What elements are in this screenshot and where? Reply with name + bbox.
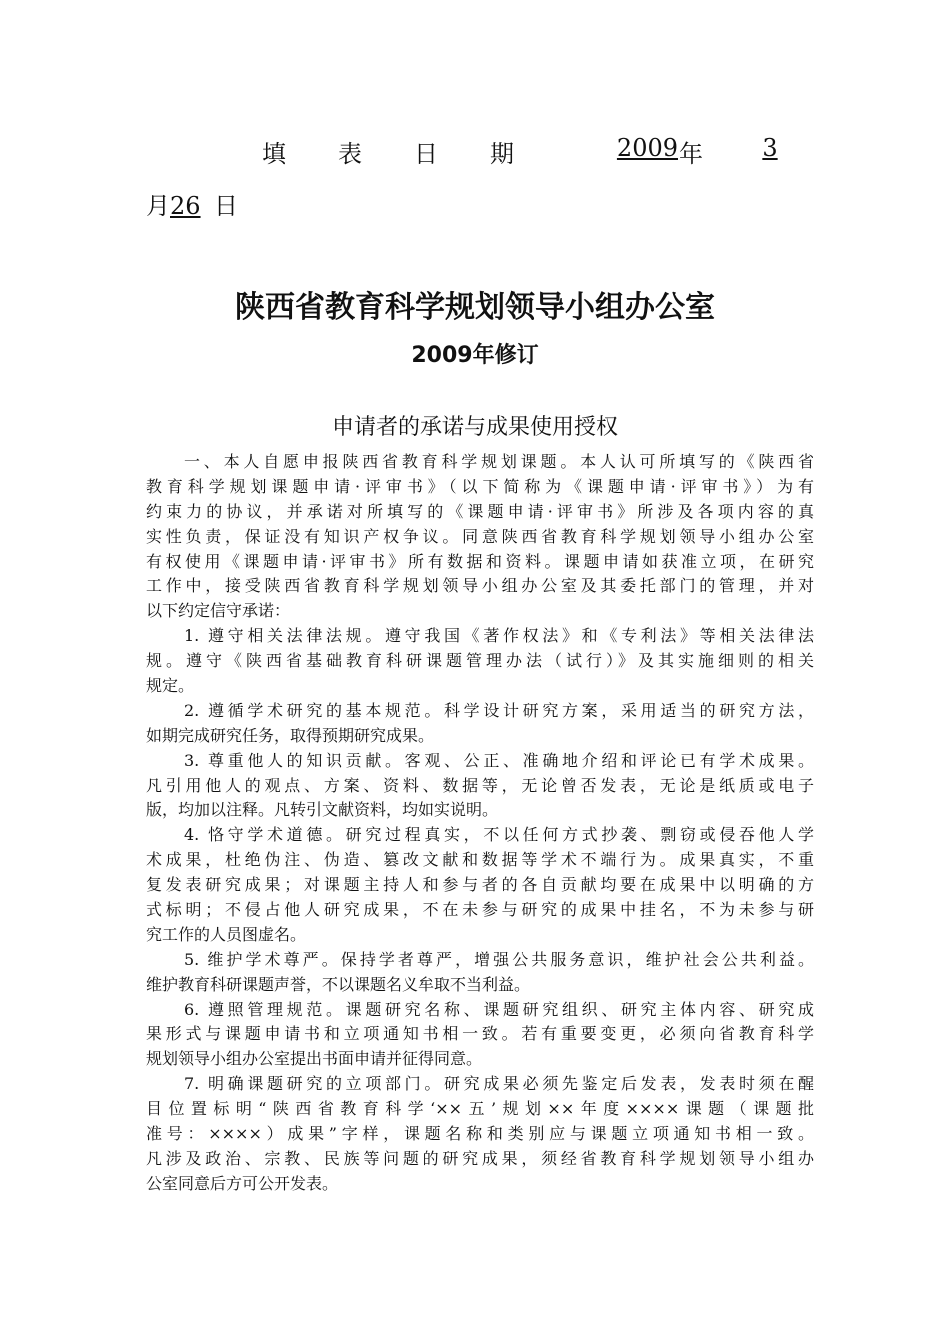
text-line: 6. 遵照管理规范。课题研究名称、课题研究组织、研究主体内容、研究成 [184, 999, 814, 1019]
text-line: 如期完成研究任务，取得预期研究成果。 [146, 725, 435, 745]
date-label-char: 表 [338, 140, 362, 168]
year-value: 2009 [616, 134, 678, 162]
text-line: 以下约定信守承诺： [146, 601, 291, 621]
text-line: 规。遵守《陕西省基础教育科研课题管理办法（试行）》及其实施细则的相关 [146, 651, 814, 671]
section-title: 申请者的承诺与成果使用授权 [331, 415, 618, 440]
text-line: 实性负责，保证没有知识产权争议。同意陕西省教育科学规划领导小组办公室 [146, 526, 814, 546]
day-unit: 日 [214, 192, 238, 220]
text-line: 1. 遵守相关法律法规。遵守我国《著作权法》和《专利法》等相关法律法 [184, 626, 814, 646]
day-value: 26 [170, 192, 201, 220]
text-line: 一、本人自愿申报陕西省教育科学规划课题。本人认可所填写的《陕西省 [184, 452, 814, 471]
text-line: 凡引用他人的观点、方案、资料、数据等，无论曾否发表，无论是纸质或电子 [146, 775, 814, 795]
date-label-char: 日 [414, 140, 438, 168]
text-line: 教育科学规划课题申请·评审书》（以下简称为《课题申请·评审书》）为有 [146, 476, 814, 496]
text-line: 7. 明确课题研究的立项部门。研究成果必须先鉴定后发表，发表时须在醒 [184, 1074, 814, 1094]
office-name: 陕西省教育科学规划领导小组办公室 [235, 290, 715, 325]
month-unit: 月 [146, 192, 170, 220]
fill-date-line-2 [146, 186, 238, 221]
text-line: 2. 遵循学术研究的基本规范。科学设计研究方案，采用适当的研究方法， [184, 700, 814, 720]
text-line: 凡涉及政治、宗教、民族等问题的研究成果，须经省教育科学规划领导小组办 [146, 1148, 814, 1168]
text-line: 复发表研究成果；对课题主持人和参与者的各自贡献均要在成果中以明确的方 [146, 875, 814, 895]
text-line: 5. 维护学术尊严。保持学者尊严，增强公共服务意识，维护社会公共利益。 [184, 949, 814, 969]
text-line: 约束力的协议，并承诺对所填写的《课题申请·评审书》所涉及各项内容的真 [146, 501, 814, 521]
text-line: 术成果，杜绝伪注、伪造、篡改文献和数据等学术不端行为。成果真实，不重 [146, 850, 814, 870]
fill-date-line [146, 134, 826, 168]
text-line: 式标明；不侵占他人研究成果，不在未参与研究的成果中挂名，不为未参与研 [146, 900, 814, 920]
text-line: 3. 尊重他人的知识贡献。客观、公正、准确地介绍和评论已有学术成果。 [184, 750, 814, 770]
date-label-char: 期 [490, 140, 514, 168]
text-line: 究工作的人员图虚名。 [146, 924, 307, 944]
text-line: 准号：××××）成果”字样，课题名称和类别应与课题立项通知书相一致。 [146, 1124, 814, 1144]
text-line: 工作中，接受陕西省教育科学规划领导小组办公室及其委托部门的管理，并对 [146, 576, 814, 596]
text-line: 有权使用《课题申请·评审书》所有数据和资料。课题申请如获准立项，在研究 [146, 551, 814, 571]
text-line: 公室同意后方可公开发表。 [146, 1173, 339, 1193]
revision-note: 2009年修订 [411, 343, 539, 368]
text-line: 规定。 [146, 676, 195, 696]
month-value: 3 [762, 134, 778, 162]
text-line: 维护教育科研课题声誉，不以课题名义牟取不当利益。 [146, 974, 531, 994]
pledge-body [146, 450, 814, 1197]
text-line: 规划领导小组办公室提出书面申请并征得同意。 [146, 1049, 483, 1069]
text-line: 果形式与课题申请书和立项通知书相一致。若有重要变更，必须向省教育科学 [146, 1024, 814, 1044]
text-line: 4. 恪守学术道德。研究过程真实，不以任何方式抄袭、剽窃或侵吞他人学 [184, 825, 814, 845]
text-line: 版，均加以注释。凡转引文献资料，均如实说明。 [146, 800, 499, 820]
year-unit: 年 [679, 140, 703, 168]
text-line: 目位置标明“陕西省教育科学‘××五’规划××年度××××课题（课题批 [146, 1099, 814, 1119]
date-label-char: 填 [262, 140, 286, 168]
